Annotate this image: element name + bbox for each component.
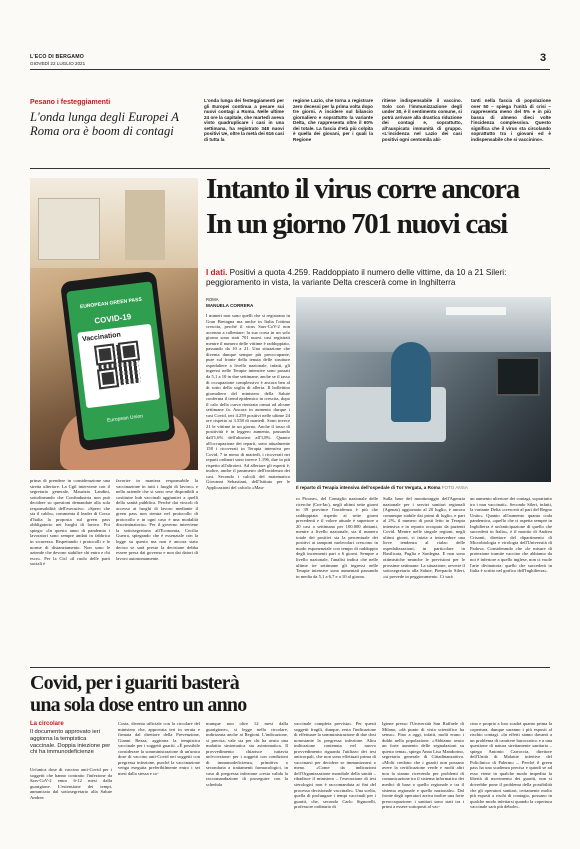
green-pass-photo [30, 178, 198, 470]
main-col-d: un aumento ulteriore dei contagi, soprattutto tra i non vaccinati». Secondo Sileri, infatti, la variante Delta «crescerà al pari del Regno Unito» Quanto all'aumento quanta coda pandemica, «quello che ci aspetta sempre in Inghilterra è un'anticipazione di quello che succederà in Italia», è il monito di Andrea Crisanti, direttore del dipartimento di Microbiologia e virologia dell'Università di Padova. Considerando che «le misure di protezione tramite vaccino che abbiamo da noi è inferiore a quello inglese, non ci vuole l'arte divinatoria: quello che succederà in Italia è scritto nel grafico dell'Inghilterra». [470, 496, 552, 574]
bottom-col-2: Costa, diventa ufficiale con la circolare del ministero che, approvata ieri in serata e firmata dal direttore della Prevenzione, Gianni Rezza, aggiorna la tempistica vaccinale per i soggetti guariti. «È possibile considerare la somministrazione di un'unica dose di vaccino anti-Covid nei soggetti con pregressa infezione, purché la vaccinazione venga eseguita preferibilmente entro i sei mesi dalla stessa e co- [118, 721, 200, 776]
sub-kicker: I dati. [206, 268, 228, 277]
bottom-col-1: Un'unica dose di vaccino anti-Covid per i soggetti che hanno contratto l'infezione da Sars-CoV-2 entro 6-12 mesi dalla guarigione. L'estensione dei tempi, annunciata dal sottosegretario alla Salute Andrea [30, 767, 112, 800]
caption-credit: FOTO ANSA [441, 485, 468, 490]
byline-name: MANUELA CORRERA [206, 303, 254, 308]
top-kicker: Pesano i festeggiamenti [30, 99, 111, 106]
bottom-col-6: cino e proprio a loro scadrà quanto prima la copertura, dunque saranno i più esposti al rischio contagi. «In effetti siamo davanti a un problema di carattere burocratico e a una questione di natura strettamente sanitaria – spiega Antonio Carroccia, direttore dell'Unità di Malattie infettive del Policlinico di Palermo –. Perché il green pass ha una scadenza precisa e quindi se ad esso viene in qualche modo impedita la libertà di movimento dei guariti, non si dovrebbe pone il problema della possibilità che gli operatori sanitari, certamente molto più esposti a rischi di contagio, possano in qualche modo infettarsi quando la copertura vaccinale sarà più debole». [470, 721, 552, 810]
left-col-2: favorire in maniera responsabile la vaccinazione in tutti i luoghi di lavoro» e nella aziende che si sono rese disponibili a costituire hub vaccinali aggiuntivi a quelli della sanità pubblica. Perché dai vincoli di accesso ai luoghi di lavoro mediante il green pass non rientra nel protocollo di protocollo e in ogni caso è una modalità discriminatoria». Per il governo interviene la sottosegretaria all'Economia, Cecilia Guerra, spiegando che è essenziale con la legge su questo ma non è ancora stato deciso se sarà presto la decisione debba essere presa dai governo e non dai datori di lavoro autonomamente. [116, 478, 198, 561]
header-rule [30, 69, 550, 70]
phone-card [77, 324, 160, 408]
bottom-headline-2: una sola dose entro un anno [30, 694, 247, 716]
icu-photo-caption [296, 485, 551, 490]
main-headline-2: In un giorno 701 nuovi casi [206, 208, 507, 240]
top-col-2: regione Lazio, che torna a registrare zero decessi per la prima volta dopo tre giorni. A incidere sul bilancio giornaliero e soprattutto la variante Delta, che rappresenta oltre il 60% dei totale. La fascia d'età più colpita è quella dei giovani, per i quali la Regione [293, 98, 373, 142]
page-number: 3 [540, 52, 547, 64]
bottom-col-4: vaccinale completa prevista». Per questi soggetti fragili, dunque, resta l'indicazione di effettuare la somministrazione di due dosi nonostante la pregressa infezione. Altra indicazione contenuta nel nuovo provvedimento riguarda l'utilizzo dei test anticorpali, che non sono effettuati prima di vaccinarsi per decidere se immunizzarsi o meno. «Come da indicazioni dell'Organizzazione mondiale della sanità – ribadisce il ministero – l'esecuzione di test sierologici non è raccomandata ai fini del processo decisionale vaccinale». Una scelta, quella di prolungare i tempi vaccinali per i guariti, che, secondo Carlo Signorelli, professore ordinario di [294, 721, 376, 810]
sub-text: Positivi a quota 4.259. Raddoppiato il numero delle vittime, da 10 a 21 Sileri: peggioramento in vista, la variante Delta crescerà come in Inghilterra [206, 268, 507, 288]
icu-photo [296, 297, 551, 482]
bottom-kicker: La circolare [30, 721, 64, 727]
background-board [38, 198, 100, 260]
main-headline-1: Intanto il virus corre ancora [206, 173, 519, 205]
phone-screen [66, 281, 170, 440]
background-panel [125, 190, 165, 260]
bottom-col-5: Igiene presso l'Università San Raffaele di Milano, «dà punto di vista scientifico ha senso». Fino a oggi, infatti, molti erano i dubbi nella popolazione. «Abbiamo avuto un forte aumento delle segnalazioni su questo tema», spiega Anna Lisa Mandorino, segretaria generale di Cittadinanzattiva. «Molti credono che i guariti non possano avere la certificazione verde e molti altri non la stanno ricevendo per problemi di comunicazione tra il sistema informatico dei medici di base o quello regionale e tra il sistema regionale e quello nazionale». Dal fronte degli operatori arriva inoltre una forte preoccupazione: i sanitari sono stati tra i primi a essere sottoposti al vac- [382, 721, 464, 810]
top-title: L'onda lunga degli Europei A Roma ora è boom di contagi [30, 110, 179, 138]
phone-vaccination-label: Vaccination [81, 331, 122, 344]
phone-footer: European Union [106, 413, 144, 424]
byline-city: ROMA [206, 297, 219, 302]
ceiling-light [446, 307, 506, 315]
main-subheading [206, 268, 551, 288]
ceiling [296, 297, 551, 352]
bottom-story-rule [30, 667, 550, 668]
phone-app-title: EUROPEAN GREEN PASS [79, 296, 143, 311]
main-col-b: ro Picone», del Consiglio nazionale delle ricerche (Cnr-Iac), negli ultimi sette giorni in 39 province l'incidenza è più che raddoppiata rispetto ai sette giorni precedenti e il valore attuale è superiore a 20 casi a settimana per 100.000 abitanti, mentre a livello nazionale, sia il numero totale dei positivi sia la percentuale dei positivi ai tamponi molecolari crescono in modo esponenziale con tempo di raddoppio degli incrementi pari a 6 giorni. Sempre a livello nazionale, l'analisi indica che nelle ultime tre settimane gli ingressi nelle Terapie intensive sono aumentati passando in media da 5,1 a 6,7 e a 10 al giorno. [296, 496, 378, 579]
monitor [496, 357, 540, 396]
top-col-3: ritiene indispensabile il vaccino. Solo con l'immunizzazione degli under 30, è il sentimento comune, si potrà arrivare alla drastica riduzione dei contagi e, soprattutto, all'auspicata immunità di gruppo. «L'incidenza nel Lazio dei casi positivi ogni centomila abi- [382, 98, 462, 142]
top-col-4: tanti nella fascia di popolazione over 50 – spiega l'unità di crisi – rappresenta meno del 5% e in più bassa di almeno dieci volte l'incidenza complessiva. Questo significa che il virus sta circolando soprattutto tra i giovani ed è indispensabile che si vaccinino». [471, 98, 551, 142]
smartphone [60, 271, 176, 451]
paper-name: L'ECO DI BERGAMO [30, 54, 85, 60]
top-col-1: L'onda lunga dei festeggiamenti per gli Europei continua a pesare sui nuovi contagi a Roma. Nelle ultime 24 ore la capitale, che martedì aveva visto quadruplicare i casi in una settimana, ha registrato 348 nuovi positivi Ue, oltre la metà dei 616 casi di tutta la [204, 98, 284, 142]
caption-text: Il reparto di Terapia intensiva dell'ospedale di Tor Vergata, a Roma [296, 485, 441, 490]
bottom-deck: Il documento approvato ieri aggiorna la tempistica vaccinale. Doppia iniezione per chi ha immunodeficienze [30, 729, 111, 756]
phone-covid-label: COVID-19 [93, 312, 132, 326]
bottom-headline-1: Covid, per i guariti basterà [30, 672, 239, 694]
doctor-figure [391, 342, 431, 422]
main-col-c: Sulla base del monitoraggio dell'Agenzia nazionale per i servizi sanitari regionali (Agenas) aggiornato al 20 luglio, è ancora comunque stabile dai primi di luglio, e pari al 2%, il numero di posti letto in Terapia intensiva e in reparto occupato da pazienti Covid. Mentre nelle singole regioni, negli ultimi giorni, si inizia a intravedere una lieve tendenza al rialzo delle ospedalizzazioni, in particolare in Basilicata, Puglia e Sardegna. E non sono ottimistiche neanche le previsioni per le prossime settimane. La situazione, avverte il sottosegretario alla Salute, Pierpaolo Sileri, «si prevede in peggioramento. Ci sarà [383, 496, 465, 579]
qr-code-icon [96, 343, 141, 388]
issue-date: GIOVEDÌ 22 LUGLIO 2021 [30, 61, 86, 66]
main-col-a: I numeri non sono quelli che si registrano in Gran Bretagna ma anche in Italia l'ottima crescita, perché il virus Sars-CoV-2 non accenna a rallentare: la sua corsa in un solo giorno sono stati 701 nuovi casi registrati mentre il numero delle vittime è raddoppiato, passando da 10 a 21. Una situazione che diventa dunque sempre più preoccupante, pure sul fronte della tenuta delle strutture ospedaliere a livello nazionale, infatti, gli ingressi nelle Terapie intensive sono passati da 5,1 a 10 in due settimane, anche se il tasso di occupazione complessivo è ancora ben al di sotto della soglia di allerta. Il bollettino giornaliero del ministero della Salute conferma il trend epidemico in crescita, dopo il calo della curva rientrata ormai ad alcune settimane fa. Ancora in aumento durque i casi Covid, ieri 4.259 positivi nelle ultime 24 ore rispetto ai 3.558 di martedì. Sono invece 21 le vittime in un giorno. Anche il tasso di positività è in leggero aumento, passando dall'1,6% dell'altroieri all'1,8%. Quanto all'occupazione dei reparti, sono attualmente 158 i ricoverati in Terapia intensiva per Covid, 7 in meno di martedì, i ricoverati nei reparti ordinari sono invece 1.196, due in più rispetto all'altroieri. Ad allertare gli esperti è, inoltre, anche il parametro dell'incidenza dei casi. Secondo i calcoli del matematico Giovanni Sebastiani, dell'Istituto per le Applicazioni del calcolo «Mau- [206, 313, 290, 490]
top-story-rule [30, 168, 550, 169]
left-col-1: prima di prendere in considerazione una stretta ulteriore. La Cgil interviene con il segretario generale, Maurizio Landini, sottolineando che Confindustria non può decidere su questioni demandate alla sola responsabilità dell'esecutivo. «Spero che sia il caldo», commenta il leader di Corso d'Italia la proposta sul green pass obbligatorio nei luoghi di lavoro. Poi spiega: «In questo anno di pandemia i lavoratori sono sempre andati in fabbrica in sicurezza. Rispettando i protocolli e le norme di distanziamento. Non sono le aziende che devono stabilire chi entra e chi esce». Per la Cisl «il ruolo delle parti sociali è [30, 478, 110, 567]
bottom-col-3: munque non oltre 12 mesi dalla guarigione», si legge nella circolare, indirizzata anche ai Regioni. L'indicazione, si precisa, vale sia per chi ha avuto una malattia sintomatica sia asintomatica. Il provvedimento chiarisce tuttavia un'eccezione: per i soggetti con condizioni di immunodeficienza, primitiva o secondaria a trattamenti farmacologici, in caso di pregressa infezione «resta valida la raccomandazione di proseguire con la schedula [206, 721, 288, 788]
